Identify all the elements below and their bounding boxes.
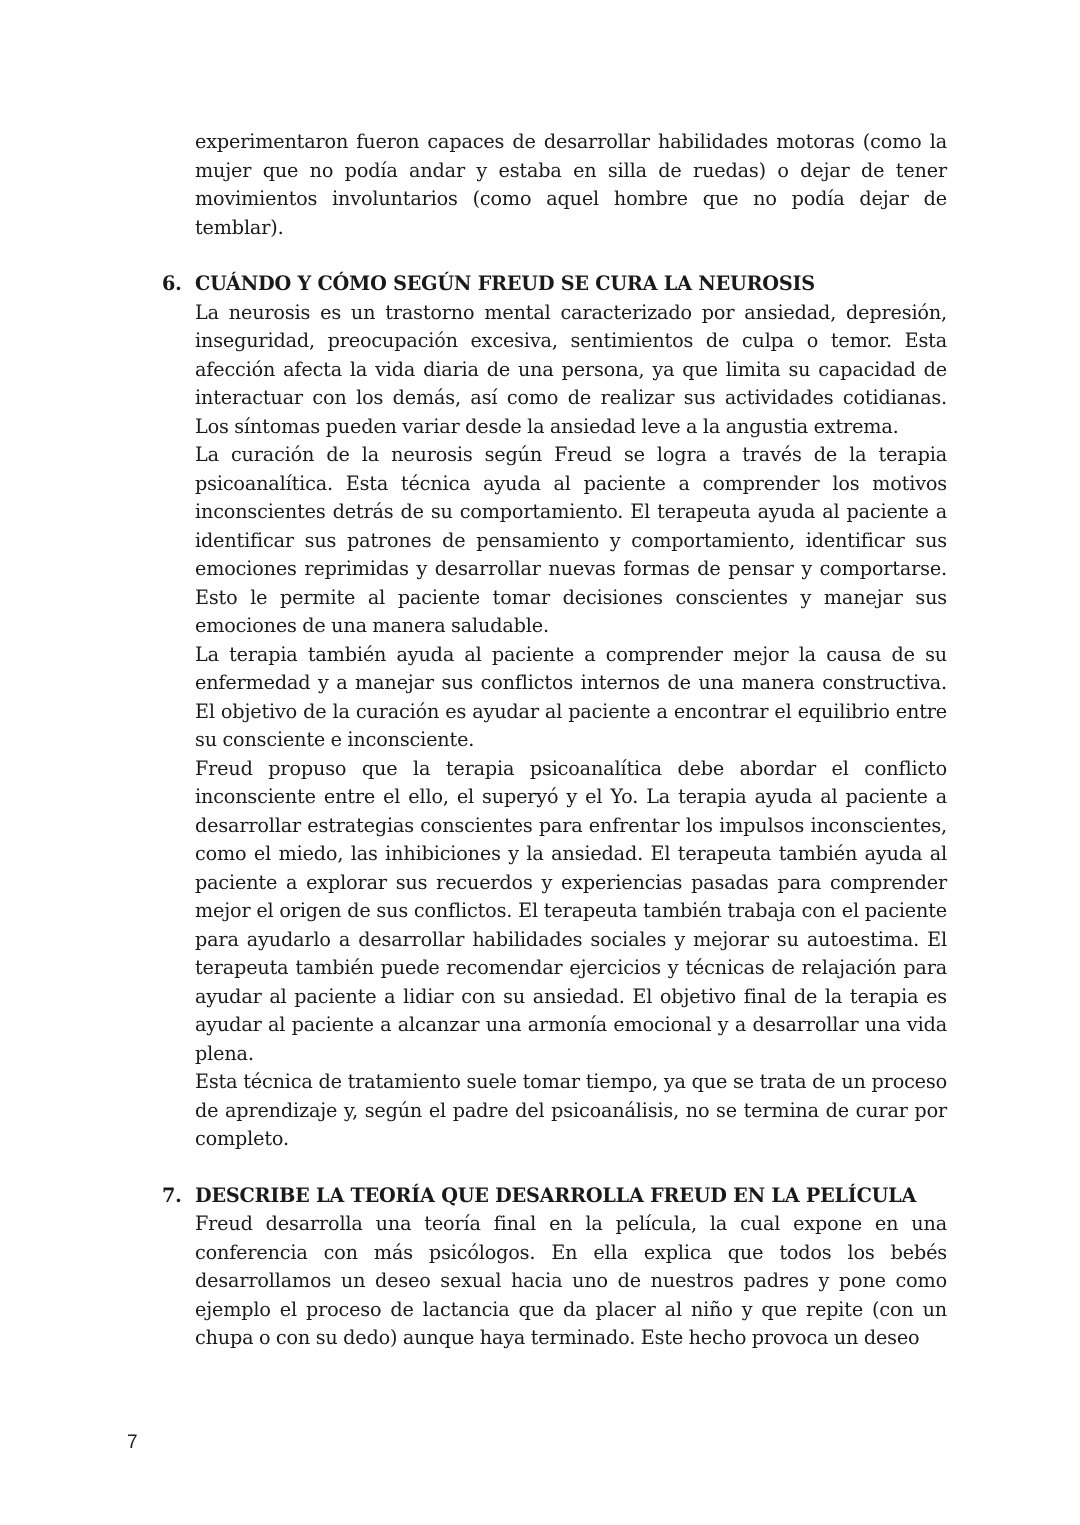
section-7-heading — [162, 1182, 947, 1211]
section-7-title: DESCRIBE LA TEORÍA QUE DESARROLLA FREUD EN LA PELÍCULA — [195, 1183, 917, 1207]
section-7-paragraph-1: Freud desarrolla una teoría final en la película, la cual expone en una conferencia con más psicólogos. En ella explica que todos los bebés desarrollamos un deseo sexual hacia uno de nuestros padres y pone como ejemplo el proceso de lactancia que da placer al niño y que repite (con un chupa o con su dedo) aunque haya terminado. Este hecho provoca un deseo — [195, 1212, 947, 1349]
page-number: 7 — [127, 1432, 138, 1453]
section-6-heading — [162, 270, 947, 299]
section-7 — [162, 1182, 947, 1353]
section-6-number: 6. — [162, 272, 182, 295]
section-6-paragraph-5: Esta técnica de tratamiento suele tomar tiempo, ya que se trata de un proceso de aprendizaje y, según el padre del psicoanálisis, no se termina de curar por completo. — [195, 1070, 947, 1150]
section-6-paragraph-3: La terapia también ayuda al paciente a comprender mejor la causa de su enfermedad y a manejar sus conflictos internos de una manera constructiva. El objetivo de la curación es ayudar al paciente a encontrar el equilibrio entre su consciente e inconsciente. — [195, 642, 947, 751]
section-6-title: CUÁNDO Y CÓMO SEGÚN FREUD SE CURA LA NEUROSIS — [195, 272, 815, 295]
section-6-paragraph-1: La neurosis es un trastorno mental caracterizado por ansiedad, depresión, inseguridad, preocupación excesiva, sentimientos de culpa o temor. Esta afección afecta la vida diaria de una persona, ya que limita su capacidad de interactuar con los demás, así como de realizar sus actividades cotidianas. Los síntomas pueden variar desde la ansiedad leve a la angustia extrema. — [195, 300, 947, 438]
section-6-paragraph-2: La curación de la neurosis según Freud se logra a través de la terapia psicoanalítica. Esta técnica ayuda al paciente a comprender los motivos inconscientes detrás de su comportamiento. El terapeuta ayuda al paciente a identificar sus patrones de pensamiento y comportamiento, identificar sus emociones reprimidas y desarrollar nuevas formas de pensar y comportarse. Esto le permite al paciente tomar decisiones conscientes y manejar sus emociones de una manera saludable. — [195, 443, 947, 637]
section-6 — [162, 270, 947, 1154]
section-7-number: 7. — [162, 1183, 182, 1207]
section-6-paragraph-4: Freud propuso que la terapia psicoanalítica debe abordar el conflicto inconsciente entre el ello, el superyó y el Yo. La terapia ayuda al paciente a desarrollar estrategias conscientes para enfrentar los impulsos inconscientes, como el miedo, las inhibiciones y la ansiedad. El terapeuta también ayuda al paciente a explorar sus recuerdos y experiencias pasadas para comprender mejor el origen de sus conflictos. El terapeuta también trabaja con el paciente para ayudarlo a desarrollar habilidades sociales y mejorar su autoestima. El terapeuta también puede recomendar ejercicios y técnicas de relajación para ayudar al paciente a lidiar con su ansiedad. El objetivo final de la terapia es ayudar al paciente a alcanzar una armonía emocional y a desarrollar una vida plena. — [195, 756, 947, 1065]
intro-paragraph: experimentaron fueron capaces de desarrollar habilidades motoras (como la mujer que no podía andar y estaba en silla de ruedas) o dejar de tener movimientos involuntarios (como aquel hombre que no podía dejar de temblar). — [195, 130, 947, 239]
section-spacer — [195, 1154, 947, 1182]
section-spacer — [195, 242, 947, 270]
page-content — [162, 128, 947, 1353]
